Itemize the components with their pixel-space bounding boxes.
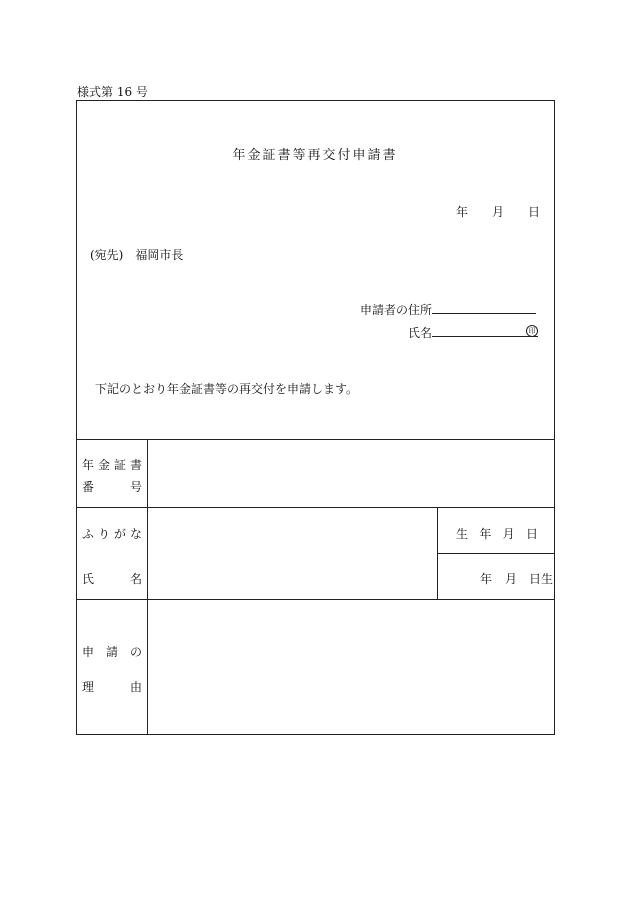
applicant-name-label: 氏名 xyxy=(408,326,433,340)
number-label: 番 号 xyxy=(82,480,142,494)
reason-label-1: 申 請 の xyxy=(82,645,142,659)
date-month-label: 月 xyxy=(492,205,505,219)
reason-label-2: 理 由 xyxy=(82,680,142,694)
addressee: (宛先) 福岡市長 xyxy=(90,248,184,262)
applicant-address xyxy=(360,301,536,318)
birth-year-label: 年 xyxy=(480,572,493,586)
date-year-label: 年 xyxy=(456,205,469,219)
applicant-address-field[interactable] xyxy=(432,301,536,314)
name-label: 氏 名 xyxy=(82,572,142,586)
pension-cert-number-field[interactable] xyxy=(148,440,554,506)
birth-header: 生 年 月 日 xyxy=(456,527,538,541)
name-field[interactable] xyxy=(148,508,436,598)
form-number: 様式第 16 号 xyxy=(77,85,148,99)
birthdate-field[interactable] xyxy=(438,554,554,598)
applicant-name xyxy=(408,324,538,341)
seal-mark: 印 xyxy=(526,325,538,337)
pension-cert-label: 年 金 証 書 xyxy=(82,458,142,472)
reason-field[interactable] xyxy=(148,600,554,734)
statement: 下記のとおり年金証書等の再交付を申請します。 xyxy=(95,382,359,396)
birth-month-label: 月 xyxy=(505,572,518,586)
date-day-label: 日 xyxy=(528,205,541,219)
applicant-address-label: 申請者の住所 xyxy=(360,303,433,317)
applicant-name-field[interactable] xyxy=(432,324,538,337)
furigana-label: ふ り が な xyxy=(82,527,142,541)
birth-day-label: 日生 xyxy=(529,572,554,586)
form-title: 年金証書等再交付申請書 xyxy=(232,148,398,163)
